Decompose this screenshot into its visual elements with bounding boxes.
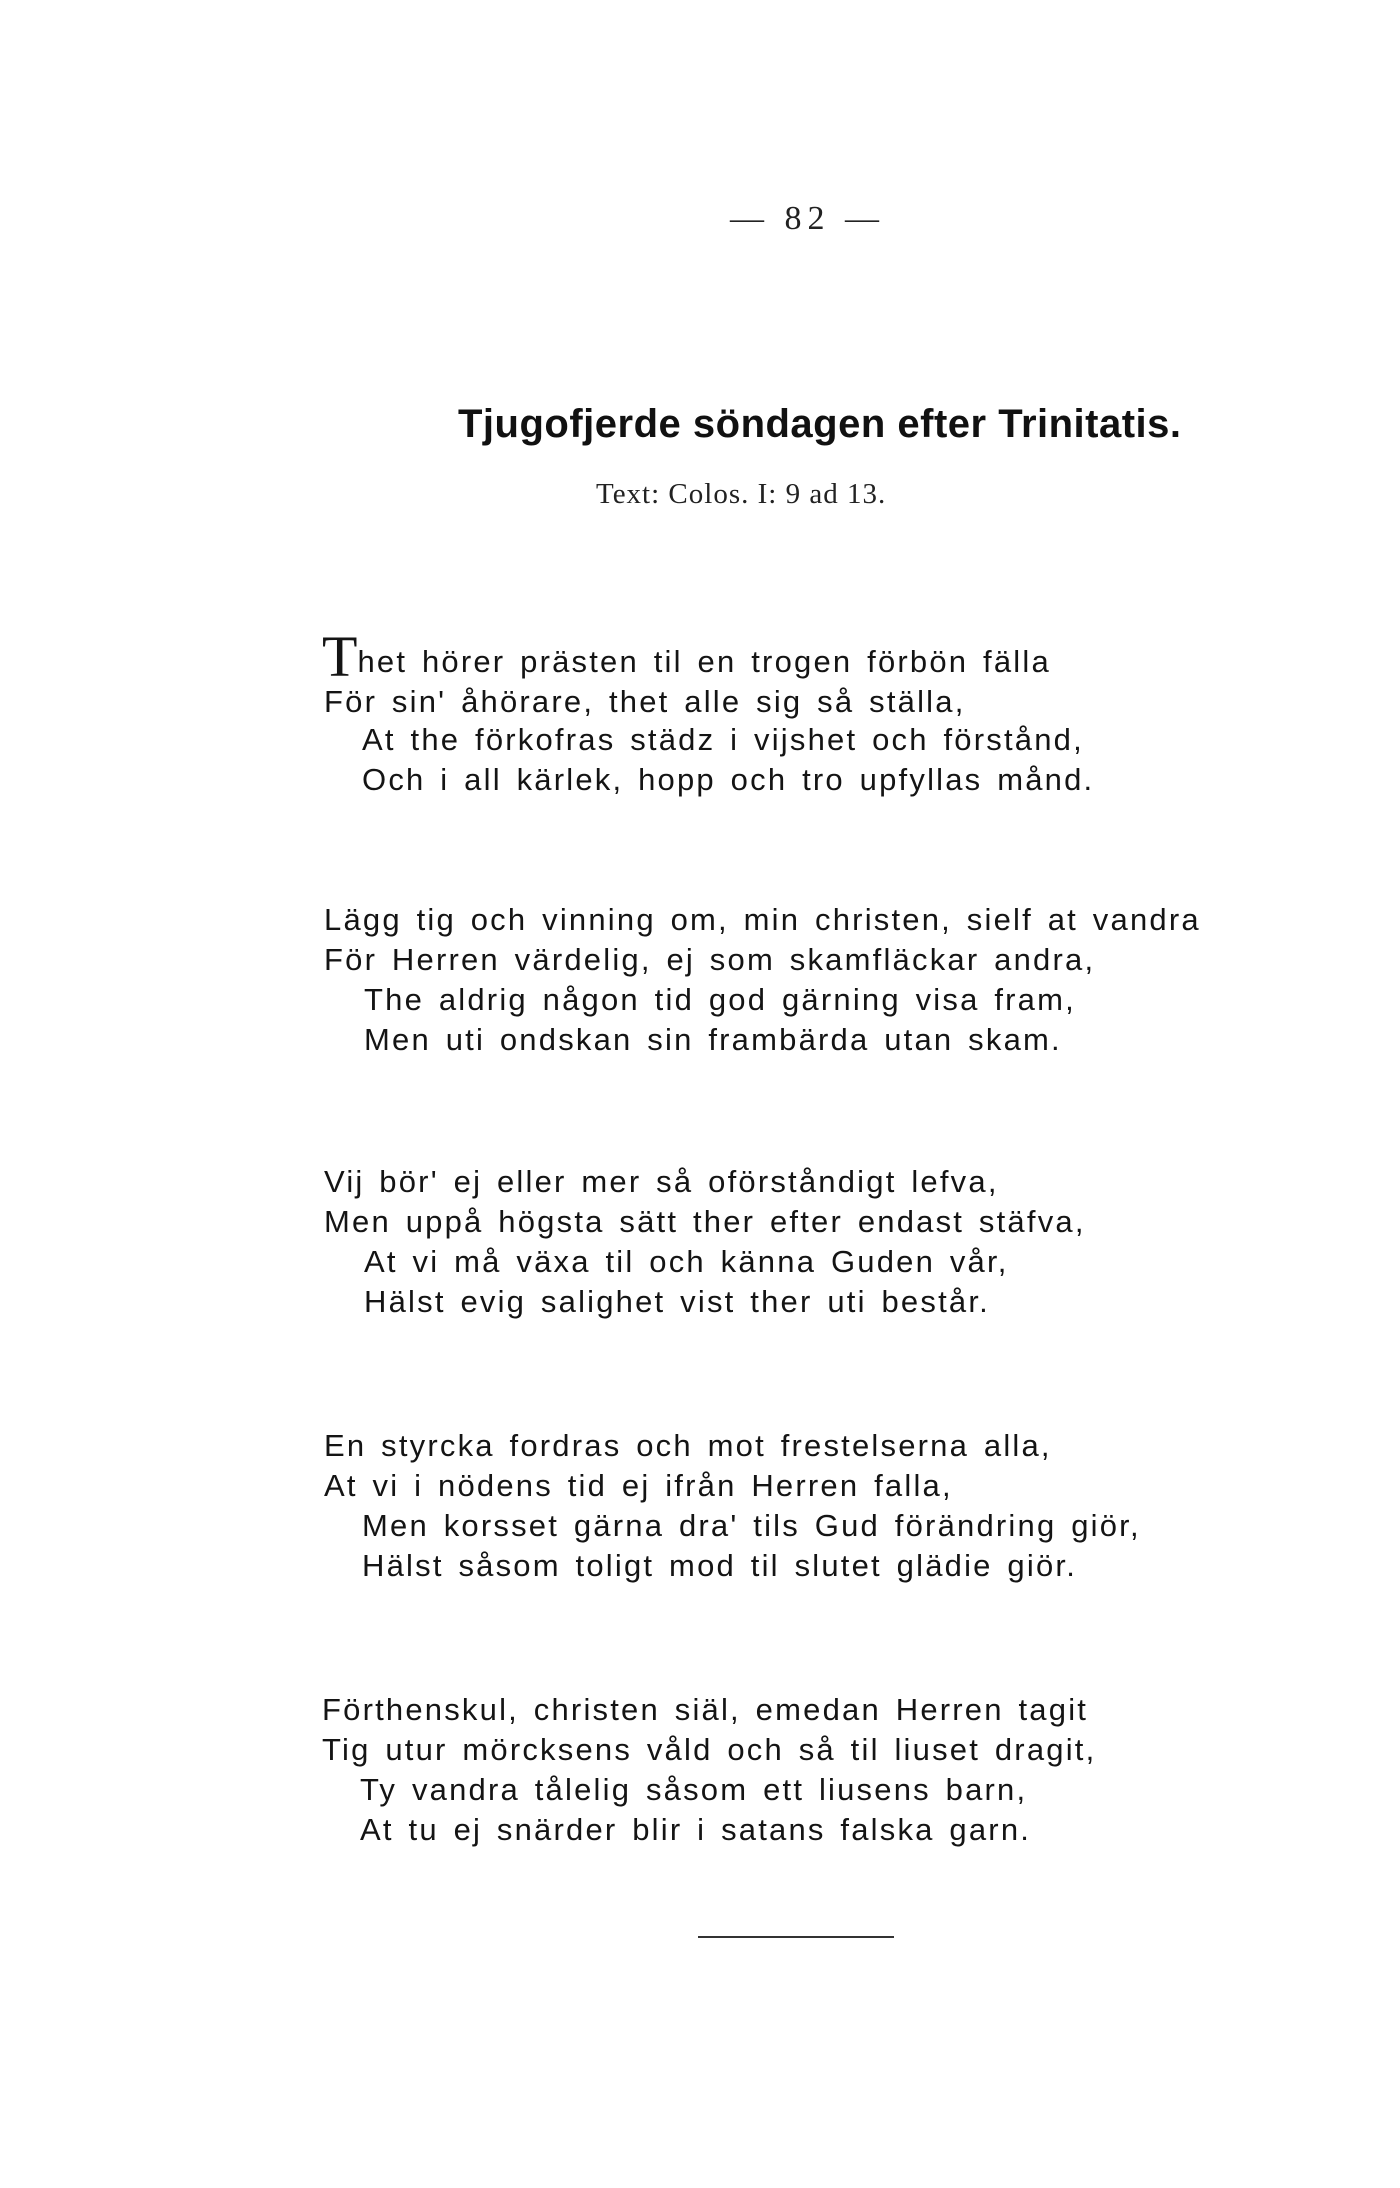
scripture-reference: Text: Colos. I: 9 ad 13.: [596, 478, 887, 510]
verse-line: Men uti ondskan sin frambärda utan skam.: [364, 1022, 1062, 1057]
closing-rule: [698, 1936, 894, 1938]
verse-line: Hälst evig salighet vist ther uti består.: [364, 1284, 990, 1319]
page-number: — 82 —: [730, 200, 885, 237]
verse-line: The aldrig någon tid god gärning visa fram,: [364, 982, 1076, 1017]
verse-line: Förthenskul, christen siäl, emedan Herren tagit: [322, 1692, 1089, 1727]
verse-line: At vi må växa til och känna Guden vår,: [364, 1244, 1009, 1279]
verse-line: För sin' åhörare, thet alle sig så ställa,: [324, 684, 966, 719]
verse-line: En styrcka fordras och mot frestelserna alla,: [324, 1428, 1052, 1463]
page-title: Tjugofjerde söndagen efter Trinitatis.: [458, 402, 1182, 446]
verse-line: At vi i nödens tid ej ifrån Herren falla,: [324, 1468, 953, 1503]
verse-line: Vij bör' ej eller mer så oförståndigt lefva,: [324, 1164, 999, 1199]
verse-line: Men korsset gärna dra' tils Gud förändring giör,: [362, 1508, 1141, 1543]
drop-cap-initial: T: [322, 624, 358, 689]
verse-line: At tu ej snärder blir i satans falska garn.: [360, 1812, 1032, 1847]
verse-line: För Herren värdelig, ej som skamfläckar andra,: [324, 942, 1096, 977]
verse-line: Men uppå högsta sätt ther efter endast stäfva,: [324, 1204, 1086, 1239]
verse-line: [322, 624, 1051, 689]
verse-line-text: het hörer prästen til en trogen förbön fälla: [357, 644, 1051, 679]
verse-line: At the förkofras städz i vijshet och förstånd,: [362, 722, 1084, 757]
verse-line: Hälst såsom toligt mod til slutet glädie giör.: [362, 1548, 1078, 1583]
verse-line: Tig utur mörcksens våld och så til liuset dragit,: [322, 1732, 1097, 1767]
verse-line: Ty vandra tålelig såsom ett liusens barn,: [360, 1772, 1028, 1807]
verse-line: Och i all kärlek, hopp och tro upfyllas månd.: [362, 762, 1095, 797]
verse-line: Lägg tig och vinning om, min christen, sielf at vandra: [324, 902, 1201, 937]
